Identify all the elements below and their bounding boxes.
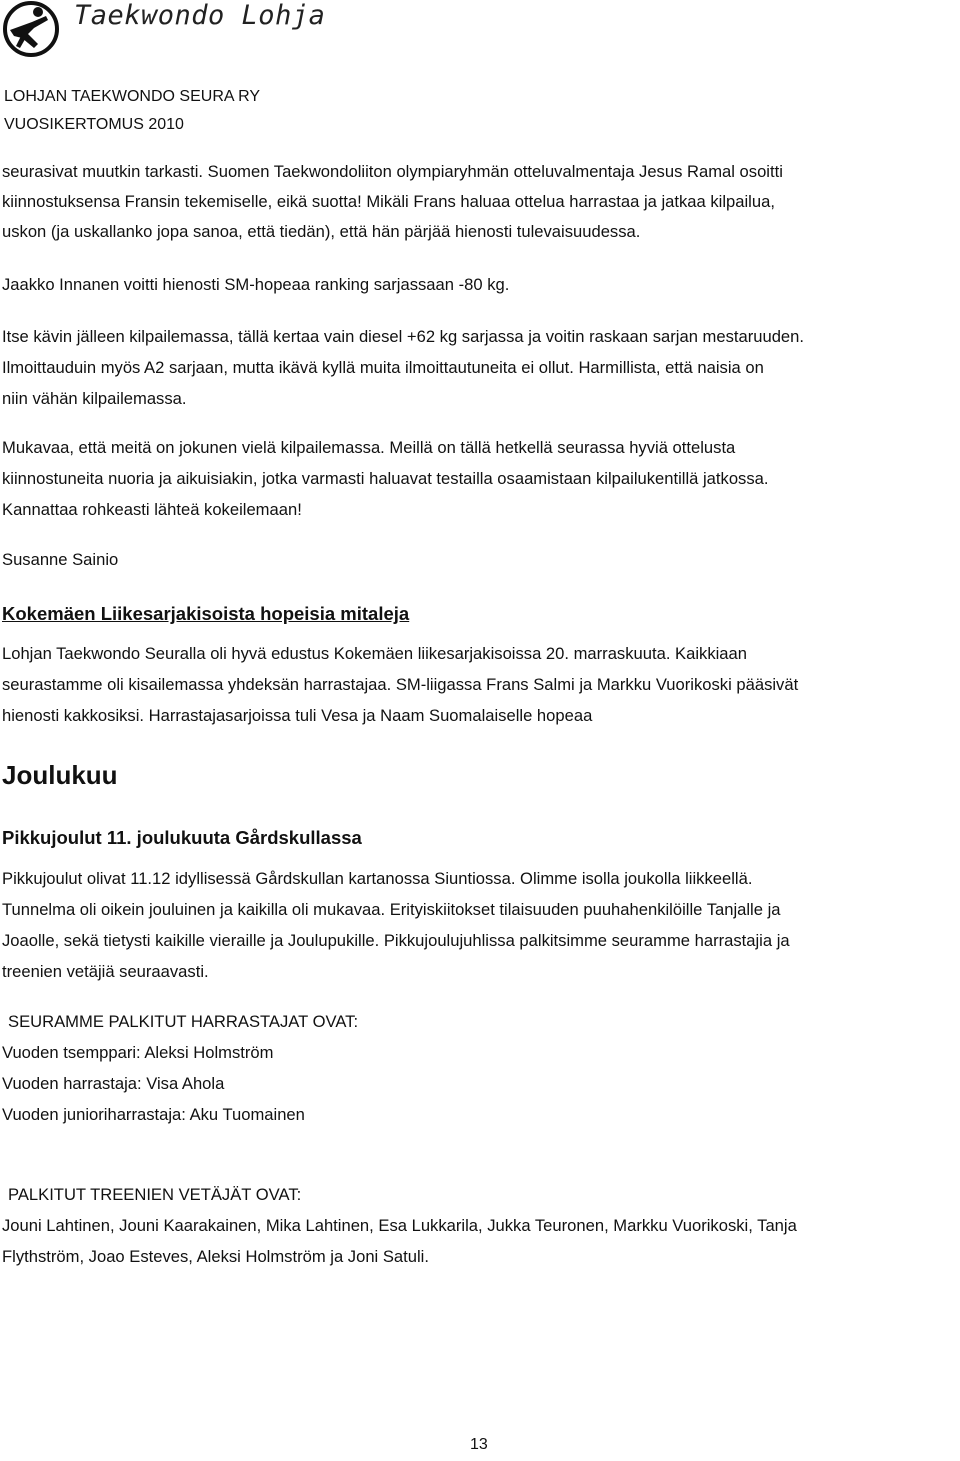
award-item: Vuoden tsemppari: Aleksi Holmström bbox=[2, 1043, 274, 1062]
brand-title: Taekwondo Lohja bbox=[74, 0, 326, 31]
awards-members-heading: SEURAMME PALKITUT HARRASTAJAT OVAT: bbox=[8, 1012, 359, 1031]
text-line: kiinnostuneita nuoria ja aikuisiakin, jotka varmasti haluavat testailla osaamistaan kilpailukentillä jatkossa. bbox=[2, 469, 769, 488]
report-title: VUOSIKERTOMUS 2010 bbox=[4, 116, 184, 133]
paragraph-4 bbox=[2, 432, 960, 525]
section-heading-kokemaki: Kokemäen Liikesarjakisoista hopeisia mitaleja bbox=[2, 603, 410, 624]
text-line: Flythström, Joao Esteves, Aleksi Holmström ja Joni Satuli. bbox=[2, 1247, 429, 1266]
paragraph-1 bbox=[2, 157, 960, 247]
section-2-body bbox=[2, 863, 960, 987]
awards-members bbox=[2, 1006, 960, 1130]
text-line: seurastamme oli kisailemassa yhdeksän harrastajaa. SM-liigassa Frans Salmi ja Markku Vuorikoski pääsivät bbox=[2, 675, 799, 694]
text-line: kiinnostuksensa Fransin tekemiselle, eikä suotta! Mikäli Frans haluaa ottelua harrastaa ja jatkaa kilpailua, bbox=[2, 192, 775, 211]
text-line: uskon (ja uskallanko jopa sanoa, että tiedän), että hän pärjää hienosti tulevaisuudessa. bbox=[2, 222, 641, 241]
text-line: niin vähän kilpailemassa. bbox=[2, 389, 187, 408]
month-heading: Joulukuu bbox=[2, 760, 118, 790]
text-line: Jaakko Innanen voitti hienosti SM-hopeaa ranking sarjassaan -80 kg. bbox=[2, 275, 510, 294]
text-line: Ilmoittauduin myös A2 sarjaan, mutta ikävä kyllä muita ilmoittautuneita ei ollut. Harmillista, että naisia on bbox=[2, 358, 764, 377]
text-line: hienosti kakkosiksi. Harrastajasarjoissa tuli Vesa ja Naam Suomalaiselle hopeaa bbox=[2, 706, 593, 725]
text-line: Jouni Lahtinen, Jouni Kaarakainen, Mika Lahtinen, Esa Lukkarila, Jukka Teuronen, Markku Vuorikoski, Tanja bbox=[2, 1216, 797, 1235]
awards-coaches bbox=[2, 1179, 960, 1272]
org-name: LOHJAN TAEKWONDO SEURA RY bbox=[4, 88, 261, 105]
award-item: Vuoden junioriharrastaja: Aku Tuomainen bbox=[2, 1105, 305, 1124]
section-heading-pikkujoulut: Pikkujoulut 11. joulukuuta Gårdskullassa bbox=[2, 827, 362, 848]
taekwondo-kicker-icon bbox=[2, 0, 60, 58]
text-line: Kannattaa rohkeasti lähteä kokeilemaan! bbox=[2, 500, 302, 519]
text-line: Mukavaa, että meitä on jokunen vielä kilpailemassa. Meillä on tällä hetkellä seurassa hyviä ottelusta bbox=[2, 438, 736, 457]
text-line: treenien vetäjiä seuraavasti. bbox=[2, 962, 209, 981]
text-line: Tunnelma oli oikein jouluinen ja kaikilla oli mukavaa. Erityiskiitokset tilaisuuden puuhahenkilöille Tanjalle ja bbox=[2, 900, 781, 919]
paragraph-3 bbox=[2, 321, 960, 414]
award-item: Vuoden harrastaja: Visa Ahola bbox=[2, 1074, 225, 1093]
text-line: Pikkujoulut olivat 11.12 idyllisessä Gårdskullan kartanossa Siuntiossa. Olimme isolla joukolla liikkeellä. bbox=[2, 869, 753, 888]
text-line: Joaolle, sekä tietysti kaikille vieraille ja Joulupukille. Pikkujoulujuhlissa palkitsimme seuramme harrastajia ja bbox=[2, 931, 790, 950]
text-line: seurasivat muutkin tarkasti. Suomen Taekwondoliiton olympiaryhmän otteluvalmentaja Jesus Ramal osoitti bbox=[2, 162, 783, 181]
paragraph-2 bbox=[2, 269, 960, 300]
text-line: Itse kävin jälleen kilpailemassa, tällä kertaa vain diesel +62 kg sarjassa ja voitin raskaan sarjan mestaruuden. bbox=[2, 327, 804, 346]
page-number: 13 bbox=[470, 1436, 488, 1453]
signature-text: Susanne Sainio bbox=[2, 550, 119, 569]
signature bbox=[2, 544, 960, 575]
awards-coaches-heading: PALKITUT TREENIEN VETÄJÄT OVAT: bbox=[8, 1185, 302, 1204]
text-line: Lohjan Taekwondo Seuralla oli hyvä edustus Kokemäen liikesarjakisoissa 20. marraskuuta. Kaikkiaan bbox=[2, 644, 747, 663]
section-1-body bbox=[2, 638, 960, 731]
